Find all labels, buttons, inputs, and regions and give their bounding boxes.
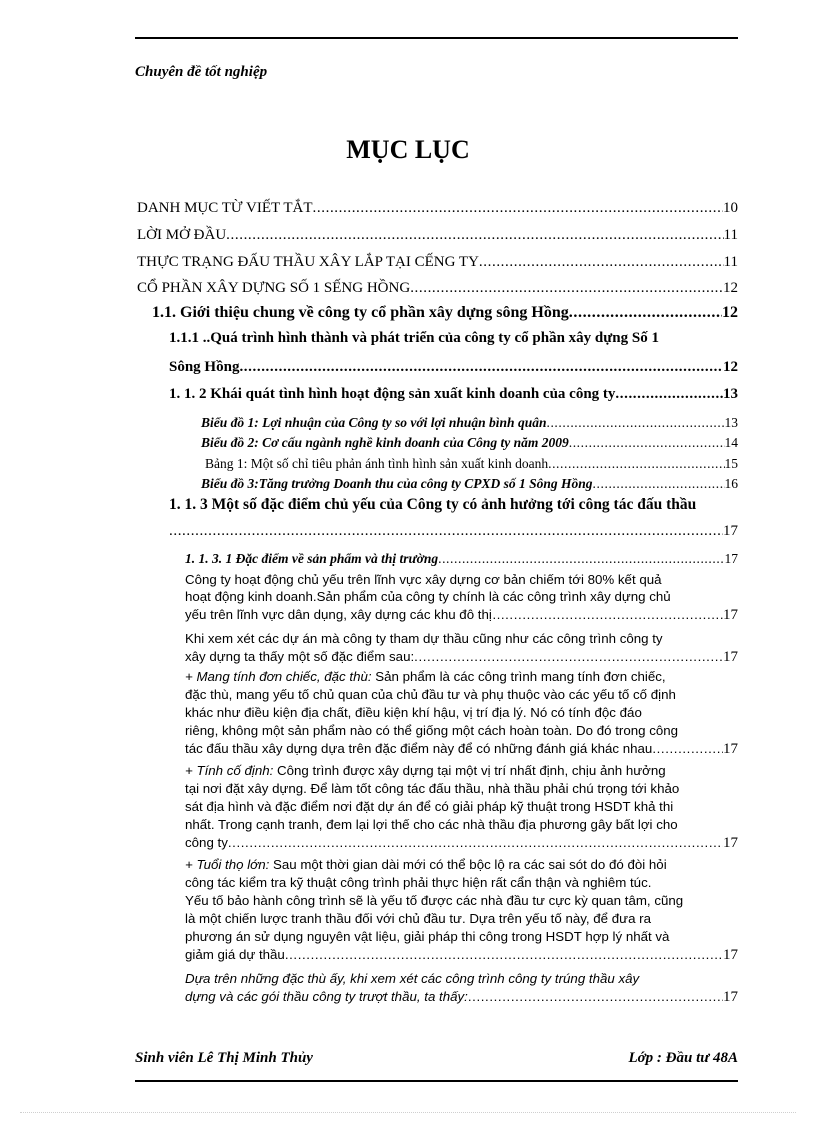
toc-entry[interactable]: Biểu đồ 1: Lợi nhuận của Công ty so với lợi nhuận bình quân ..... 13 — [201, 414, 738, 432]
body-text: sát địa hình và đặc điểm nơi đặt dự án để có giải pháp kỹ thuật trong HSDT khả thi — [185, 799, 674, 814]
footer-class: Lớp : Đầu tư 48A — [628, 1050, 738, 1066]
toc-entry[interactable]: 1.1. Giới thiệu chung về công ty cổ phần xây dựng sông Hồng ..... 12 — [152, 304, 738, 322]
footer-rule — [135, 1080, 738, 1082]
page-bottom-divider — [20, 1112, 796, 1113]
toc-entry[interactable]: 1. 1. 2 Khái quát tình hình hoạt động sản xuất kinh doanh của công ty ..... 13 — [169, 385, 738, 403]
body-text: hoạt động kinh doanh.Sản phẩm của công ty chính là các công trình xây dựng chủ — [185, 589, 671, 604]
body-text: khác như điều kiện địa chất, điều kiện khí hậu, vị trí địa lý. Nó có tính độc đáo — [185, 705, 642, 720]
body-text: công tác kiểm tra kỹ thuật công trình phải thực hiện rất cẩn thận và nghiêm túc. — [185, 875, 652, 890]
header-text: Chuyên đề tốt nghiệp — [135, 64, 268, 80]
toc-entry[interactable]: CỔ PHẦN XÂY DỰNG SỐ 1 SẾNG HỒNG ..... 12 — [137, 279, 738, 297]
toc-entry-line1[interactable]: 1. 1. 3 Một số đặc điểm chủ yếu của Công ty có ảnh hưởng tới công tác đấu thầu — [169, 496, 697, 513]
body-text: công ty ..... 17 — [185, 834, 738, 851]
body-text: đặc thù, mang yếu tố chủ quan của chủ đầu tư và phụ thuộc vào các yếu tố cố định — [185, 687, 676, 702]
body-text: riêng, không một sản phẩm nào có thể giống một cách hoàn toàn. Do đó trong công — [185, 723, 679, 738]
body-text: + Tính cố định: Công trình được xây dựng tại một vị trí nhất định, chịu ảnh hưởng — [185, 763, 666, 778]
toc-entry[interactable]: Sông Hồng ..... 12 — [169, 358, 738, 376]
body-text: + Mang tính đơn chiếc, đặc thù: Sản phẩm là các công trình mang tính đơn chiếc, — [185, 669, 666, 684]
toc-entry[interactable]: Bảng 1: Một số chỉ tiêu phản ánh tình hình sản xuất kinh doanh ..... 15 — [205, 455, 738, 473]
toc-entry[interactable]: Biểu đồ 3:Tăng trưởng Doanh thu của công ty CPXD số 1 Sông Hồng ..... 16 — [201, 475, 738, 493]
body-text: yếu trên lĩnh vực dân dụng, xây dựng các khu đô thị… ..... 17 — [185, 606, 738, 623]
body-text: + Tuổi thọ lớn: Sau một thời gian dài mới có thể bộc lộ ra các sai sót do đó đòi hỏi — [185, 857, 667, 872]
toc-entry[interactable]: ..... 17 — [169, 522, 738, 540]
toc-entry[interactable]: 1. 1. 3. 1 Đặc điểm về sản phẩm và thị trường ..... 17 — [185, 550, 738, 568]
body-text: tại nơi đặt xây dựng. Để làm tốt công tác đấu thầu, nhà thầu phải chú trọng tới khảo — [185, 781, 680, 796]
body-text: dựng và các gói thầu công ty trượt thầu, ta thấy: ..... 17 — [185, 988, 738, 1005]
body-text: Yếu tố bảo hành công trình sẽ là yếu tố được các nhà đầu tư cực kỳ quan tâm, cũng — [185, 893, 684, 908]
toc-entry-line1[interactable]: 1.1.1 ..Quá trình hình thành và phát triển của công ty cổ phần xây dựng Số 1 — [169, 330, 659, 346]
body-text: Dựa trên những đặc thù ấy, khi xem xét các công trình công ty trúng thầu xây — [185, 971, 640, 986]
body-text: nhất. Trong cạnh tranh, đem lại lợi thế cho các nhà thầu địa phương gây bất lợi cho — [185, 817, 678, 832]
toc-entry[interactable]: Biểu đồ 2: Cơ cấu ngành nghề kinh doanh của Công ty năm 2009 ..... 14 — [201, 434, 738, 452]
header-rule — [135, 37, 738, 39]
page-title: MỤC LỤC — [346, 135, 470, 164]
body-text: tác đấu thầu xây dựng dựa trên đặc điểm này để có những đánh giá khác nhau ..... 17 — [185, 740, 738, 757]
body-text: Công ty hoạt động chủ yếu trên lĩnh vực xây dựng cơ bản chiếm tới 80% kết quả — [185, 572, 662, 587]
toc-entry[interactable]: DANH MỤC TỪ VIẾT TẮT ..... 10 — [137, 199, 738, 217]
body-text: giảm giá dự thầu ..... 17 — [185, 946, 738, 963]
toc-entry[interactable]: LỜI MỞ ĐẦU ..... 11 — [137, 226, 738, 244]
body-text: phương án sử dụng nguyên vật liệu, giải pháp thi công trong HSDT hợp lý nhất và — [185, 929, 670, 944]
body-text: Khi xem xét các dự án mà công ty tham dự thầu cũng như các công trình công ty — [185, 631, 663, 646]
body-text: là một chiến lược tranh thầu đối với chủ đầu tư. Dựa trên yếu tố này, để đưa ra — [185, 911, 651, 926]
footer-student: Sinh viên Lê Thị Minh Thủy — [135, 1050, 313, 1066]
toc-entry[interactable]: THỰC TRẠNG ĐẤU THẦU XÂY LẮP TẠI CẾNG TY ..... 11 — [137, 253, 738, 271]
body-text: xây dựng ta thấy một số đặc điểm sau: ..... 17 — [185, 648, 738, 665]
